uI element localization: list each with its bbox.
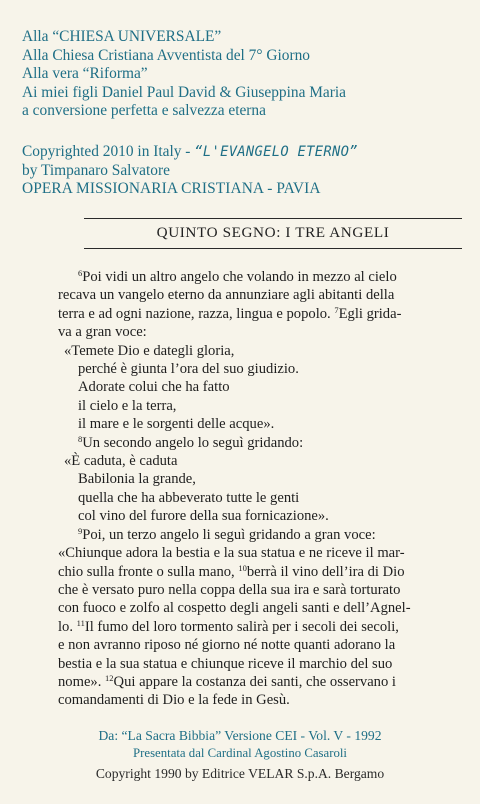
dedication-line: Alla vera “Riforma” xyxy=(22,65,148,83)
passage-line: col vino del furore della sua fornicazione». xyxy=(78,508,329,525)
passage-line: con fuoco e zolfo al cospetto degli angeli santi e dell’Agnel- xyxy=(58,600,411,617)
verse-number: 8 xyxy=(78,433,83,444)
bible-copyright: Copyright 1990 by Editrice VELAR S.p.A. Bergamo xyxy=(95,766,385,781)
passage-line: Babilonia la grande, xyxy=(78,471,196,488)
presentation-credit: Presentata dal Cardinal Agostino Casaroli xyxy=(133,746,347,760)
verse-number: 10 xyxy=(238,562,247,573)
book-title: “L'EVANGELO ETERNO” xyxy=(194,144,358,160)
passage-line: nome». $^{12}$Qui appare la costanza dei santi, che osservano i xyxy=(58,672,396,690)
passage-line: chio sulla fronte o sulla mano, $^{10}$berrà il vino dell’ira di Dio xyxy=(58,562,405,580)
passage-line: Adorate colui che ha fatto xyxy=(78,379,230,396)
verse-number: 9 xyxy=(78,525,83,536)
passage-line: terra e ad ogni nazione, razza, lingua e popolo. $^7$Egli grida- xyxy=(58,304,402,322)
passage-line: $^8$Un secondo angelo lo seguì gridando: xyxy=(78,433,304,451)
passage-line: «Temete Dio e dategli gloria, xyxy=(64,342,235,359)
dedication-line: a conversione perfetta e salvezza eterna xyxy=(22,102,266,120)
source-citation: Da: “La Sacra Bibbia” Versione CEI - Vol. V - 1992 xyxy=(98,728,382,743)
passage-line: e non avranno riposo né giorno né notte quanti adorano la xyxy=(58,637,396,654)
author-line: by Timpanaro Salvatore xyxy=(22,161,170,179)
passage-line: il mare e le sorgenti delle acque». xyxy=(78,416,275,433)
copyright-prefix: Copyrighted 2010 in Italy - xyxy=(22,143,195,160)
passage-line: bestia e la sua statua e chiunque riceve il marchio del suo xyxy=(58,655,393,672)
passage-line: il cielo e la terra, xyxy=(78,397,177,414)
heading-rule-bottom xyxy=(84,248,462,249)
verse-number: 7 xyxy=(334,304,339,315)
section-heading: QUINTO SEGNO: I TRE ANGELI xyxy=(156,224,390,241)
passage-line: perché è giunta l’ora del suo giudizio. xyxy=(78,361,299,378)
passage-line: «È caduta, è caduta xyxy=(64,453,178,470)
dedication-line: Alla Chiesa Cristiana Avventista del 7° Giorno xyxy=(22,46,310,64)
dedication-line: Ai miei figli Daniel Paul David & Giuseppina Maria xyxy=(22,83,346,101)
passage-line: $^9$Poi, un terzo angelo li seguì gridando a gran voce: xyxy=(78,525,376,543)
passage-line: lo. $^{11}$Il fumo del loro tormento salirà per i secoli dei secoli, xyxy=(58,617,399,635)
passage-line: quella che ha abbeverato tutte le genti xyxy=(78,489,300,506)
copyright-block xyxy=(22,143,462,199)
verse-number: 6 xyxy=(78,268,83,278)
dedication-block xyxy=(22,28,462,121)
dedication-line: Alla “CHIESA UNIVERSALE” xyxy=(22,28,222,45)
passage-line: $^6$Poi vidi un altro angelo che volando in mezzo al cielo xyxy=(78,268,397,285)
verse-number: 11 xyxy=(76,617,85,628)
scripture-passage xyxy=(58,268,468,710)
passage-line: va a gran voce: xyxy=(58,324,147,341)
passage-line: recava un vangelo eterno da annunziare agli abitanti della xyxy=(58,287,395,304)
copyright-line-1 xyxy=(22,143,462,162)
passage-line: «Chiunque adora la bestia e la sua statua e ne riceve il mar- xyxy=(58,545,405,562)
passage-line: comandamenti di Dio e la fede in Gesù. xyxy=(58,692,290,709)
passage-line: che è versato puro nella coppa della sua ira e sarà torturato xyxy=(58,581,401,598)
publisher-line: OPERA MISSIONARIA CRISTIANA - PAVIA xyxy=(22,180,321,198)
verse-number: 12 xyxy=(105,672,114,683)
heading-rule-top xyxy=(84,218,462,219)
